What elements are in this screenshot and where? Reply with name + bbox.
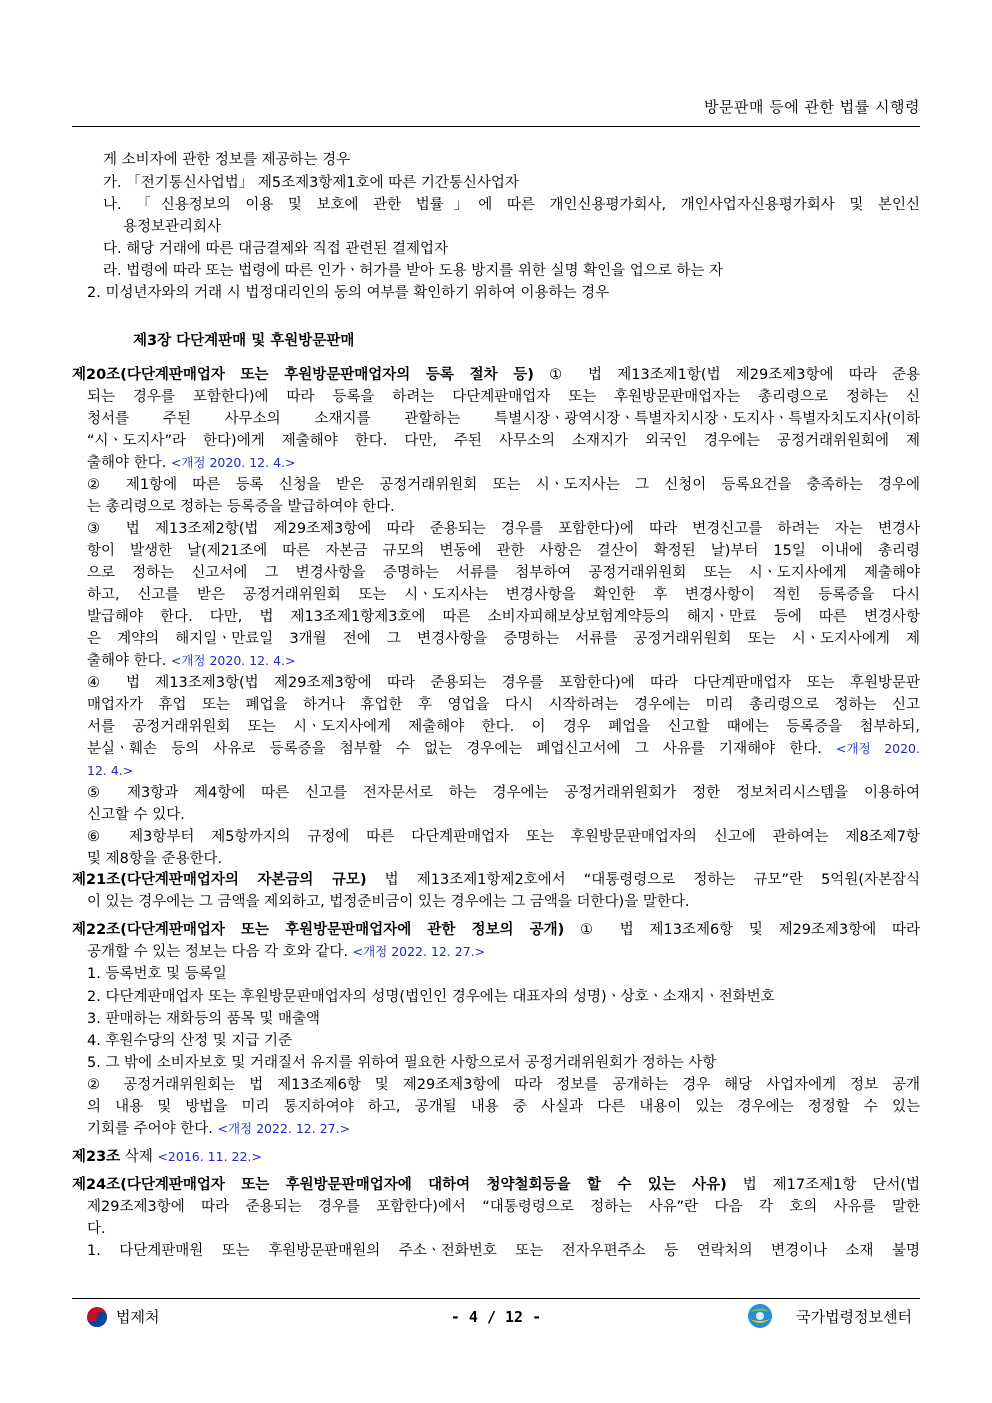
text-line (87, 283, 920, 303)
article-heading: 제22조(다단계판매업자 또는 후원방문판매업자에 관한 정보의 공개) (72, 922, 565, 938)
line-text: 나. 「신용정보의 이용 및 보호에 관한 법률」에 따른 개인신용평가회사, 개인사업자신용평가회사 및 본인신 (103, 197, 920, 213)
line-text: 3. 판매하는 재화등의 품목 및 매출액 (87, 1011, 320, 1027)
line-text: 의 내용 및 방법을 미리 통지하여야 하고, 공개될 내용 중 사실과 다른 내용이 있는 경우에는 정정할 수 있는 (87, 1099, 920, 1115)
text-line (133, 331, 920, 351)
article-heading: 제20조(다단계판매업자 또는 후원방문판매업자의 등록 절차 등) (72, 367, 534, 383)
page-number: - 4 / 12 - (450, 1308, 542, 1326)
text-line (87, 1031, 920, 1051)
text-line (87, 453, 920, 473)
text-line (87, 651, 920, 671)
text-line (72, 870, 920, 890)
text-line (87, 1119, 920, 1139)
text-line (87, 695, 920, 715)
text-line (87, 717, 920, 737)
header-divider (72, 126, 920, 127)
text-line (87, 519, 920, 539)
article-heading: 제23조 (72, 1149, 121, 1165)
line-text: 청서를 주된 사무소의 소재지를 관할하는 특별시장ㆍ광역시장ㆍ특별자치시장ㆍ도지사ㆍ특별자치도지사(이하 (87, 411, 920, 427)
text-line (87, 387, 920, 407)
line-text: ⑤ 제3항과 제4항에 따른 신고를 전자문서로 하는 경우에는 공정거래위원회가 정한 정보처리시스템을 이용하여 (87, 785, 920, 801)
text-line (72, 920, 920, 940)
footer-law-center-label: 국가법령정보센터 (796, 1308, 912, 1326)
line-text: 법 제17조제1항 단서(법 (726, 1177, 920, 1193)
line-text: 되는 경우를 포함한다)에 따라 등록을 하려는 다단계판매업자 또는 후원방문판매업자는 총리령으로 정하는 신 (87, 389, 920, 405)
amendment-note: <개정 2020. (836, 741, 920, 756)
line-text: 제29조제3항에 따라 준용되는 경우를 포함한다)에서 “대통령령으로 정하는 사유”란 다음 각 호의 사유를 말한 (87, 1199, 920, 1215)
line-text: 은 계약의 해지일ㆍ만료일 3개월 전에 그 변경사항을 증명하는 서류를 공정거래위원회 또는 시ㆍ도지사에게 제 (87, 631, 920, 647)
line-text: ④ 법 제13조제3항(법 제29조제3항에 따라 준용되는 경우를 포함한다)에 따라 다단계판매업자 또는 후원방문판 (87, 675, 920, 691)
text-line (87, 849, 920, 869)
text-line (87, 585, 920, 605)
text-line (103, 173, 920, 193)
article-heading: 제3장 다단계판매 및 후원방문판매 (133, 333, 355, 349)
line-text: 출해야 한다. (87, 653, 171, 669)
text-line (103, 195, 920, 215)
article-heading: 제21조(다단계판매업자의 자본금의 규모) (72, 872, 367, 888)
law-center-globe-icon (747, 1303, 773, 1329)
line-text: 이 있는 경우에는 그 금액을 제외하고, 법정준비금이 있는 경우에는 그 금액을 더한다)을 말한다. (87, 894, 690, 910)
line-text: 다. (87, 1221, 106, 1237)
line-text: 1. 다단계판매원 또는 후원방문판매원의 주소ㆍ전화번호 또는 전자우편주소 등 연락처의 변경이나 소재 불명 (87, 1243, 920, 1259)
footer-divider (72, 1298, 920, 1299)
line-text: 으로 정하는 신고서에 그 변경사항을 증명하는 서류를 첨부하여 공정거래위원회 또는 시ㆍ도지사에게 제출해야 (87, 565, 920, 581)
line-text: 다. 해당 거래에 따른 대금결제와 직접 관련된 결제업자 (103, 241, 449, 257)
line-text: 삭제 (120, 1149, 158, 1165)
line-text: 서를 공정거래위원회 또는 시ㆍ도지사에게 제출해야 한다. 이 경우 폐업을 신고할 때에는 등록증을 첨부하되, (87, 719, 920, 735)
text-line (87, 1009, 920, 1029)
text-line (87, 783, 920, 803)
text-line (87, 563, 920, 583)
amendment-note: <개정 2022. 12. 27.> (352, 944, 486, 959)
amendment-note: <개정 2020. 12. 4.> (170, 455, 296, 470)
text-line (87, 497, 920, 517)
line-text: “시ㆍ도지사”라 한다)에게 제출해야 한다. 다만, 주된 사무소의 소재지가 외국인 경우에는 공정거래위원회에 제 (87, 433, 920, 449)
text-line (87, 739, 920, 759)
line-text: 분실ㆍ훼손 등의 사유로 등록증을 첨부할 수 없는 경우에는 폐업신고서에 그 사유를 기재해야 한다. (87, 741, 837, 757)
line-text: 2. 다단계판매업자 또는 후원방문판매업자의 성명(법인인 경우에는 대표자의 성명)ㆍ상호ㆍ소재지ㆍ전화번호 (87, 989, 775, 1005)
line-text: 라. 법령에 따라 또는 법령에 따른 인가ㆍ허가를 받아 도용 방지를 위한 실명 확인을 업으로 하는 자 (103, 263, 724, 279)
text-line (87, 1053, 920, 1073)
text-line (87, 942, 920, 962)
line-text: 공개할 수 있는 정보는 다음 각 호와 같다. (87, 944, 353, 960)
text-line (103, 261, 920, 281)
text-line (87, 629, 920, 649)
text-line (87, 761, 920, 781)
line-text: 가. 「전기통신사업법」 제5조제3항제1호에 따른 기간통신사업자 (103, 175, 519, 191)
amendment-note: <2016. 11. 22.> (157, 1149, 262, 1164)
line-text: 출해야 한다. (87, 455, 171, 471)
text-line (87, 827, 920, 847)
text-line (87, 892, 920, 912)
text-line (87, 805, 920, 825)
text-line (87, 541, 920, 561)
line-text: ③ 법 제13조제2항(법 제29조제3항에 따라 준용되는 경우를 포함한다)에 따라 변경신고를 하려는 자는 변경사 (87, 521, 920, 537)
text-line (87, 987, 920, 1007)
amendment-note: 12. 4.> (87, 763, 134, 778)
line-text: 2. 미성년자와의 거래 시 법정대리인의 동의 여부를 확인하기 위하여 이용하는 경우 (87, 285, 610, 301)
text-line (87, 1219, 920, 1239)
text-line (87, 1097, 920, 1117)
line-text: ⑥ 제3항부터 제5항까지의 규정에 따른 다단계판매업자 또는 후원방문판매업자의 신고에 관하여는 제8조제7항 (87, 829, 920, 845)
text-line (87, 409, 920, 429)
text-line (87, 1197, 920, 1217)
line-text: 5. 그 밖에 소비자보호 및 거래질서 유지를 위하여 필요한 사항으로서 공정거래위원회가 정하는 사항 (87, 1055, 717, 1071)
amendment-note: <개정 2022. 12. 27.> (217, 1121, 351, 1136)
text-line (103, 150, 920, 170)
line-text: 용정보관리회사 (123, 219, 222, 235)
line-text: ① 법 제13조제1항(법 제29조제3항에 따라 준용 (533, 367, 920, 383)
amendment-note: <개정 2020. 12. 4.> (170, 653, 296, 668)
line-text: 발급해야 한다. 다만, 법 제13조제1항제3호에 따른 소비자피해보상보험계약등의 해지ㆍ만료 등에 따른 변경사항 (87, 609, 920, 625)
line-text: ② 제1항에 따른 등록 신청을 받은 공정거래위원회 또는 시ㆍ도지사는 그 신청이 등록요건을 충족하는 경우에 (87, 477, 920, 493)
line-text: 4. 후원수당의 산정 및 지급 기준 (87, 1033, 292, 1049)
line-text: 기회를 주어야 한다. (87, 1121, 218, 1137)
text-line (87, 431, 920, 451)
line-text: 항이 발생한 날(제21조에 따른 자본금 규모의 변동에 관한 사항은 결산이 확정된 날)부터 15일 이내에 총리령 (87, 543, 920, 559)
text-line (87, 1241, 920, 1261)
text-line (123, 217, 920, 237)
line-text: 매업자가 휴업 또는 폐업을 하거나 휴업한 후 영업을 다시 시작하려는 경우에는 미리 총리령으로 정하는 신고 (87, 697, 920, 713)
line-text: ② 공정거래위원회는 법 제13조제6항 및 제29조제3항에 따라 정보를 공개하는 경우 해당 사업자에게 정보 공개 (87, 1077, 920, 1093)
text-line (72, 1175, 920, 1195)
line-text: ① 법 제13조제6항 및 제29조제3항에 따라 (564, 922, 920, 938)
text-line (87, 475, 920, 495)
text-line (103, 239, 920, 259)
line-text: 법 제13조제1항제2호에서 “대통령령으로 정하는 규모”란 5억원(자본잠식 (366, 872, 921, 888)
text-line (87, 1075, 920, 1095)
text-line (72, 365, 920, 385)
text-line (87, 607, 920, 627)
line-text: 는 총리령으로 정하는 등록증을 발급하여야 한다. (87, 499, 395, 515)
line-text: 및 제8항을 준용한다. (87, 851, 223, 867)
footer-ministry-label: 법제처 (116, 1308, 160, 1326)
line-text: 하고, 신고를 받은 공정거래위원회 또는 시ㆍ도지사는 변경사항을 확인한 후 변경사항이 적힌 등록증을 다시 (87, 587, 920, 603)
text-line (72, 1147, 920, 1167)
text-line (87, 964, 920, 984)
line-text: 게 소비자에 관한 정보를 제공하는 경우 (103, 152, 351, 168)
article-heading: 제24조(다단계판매업자 또는 후원방문판매업자에 대하여 청약철회등을 할 수 있는 사유) (72, 1177, 727, 1193)
text-line (87, 673, 920, 693)
line-text: 신고할 수 있다. (87, 807, 185, 823)
running-header-title: 방문판매 등에 관한 법률 시행령 (704, 98, 920, 116)
line-text: 1. 등록번호 및 등록일 (87, 966, 227, 982)
